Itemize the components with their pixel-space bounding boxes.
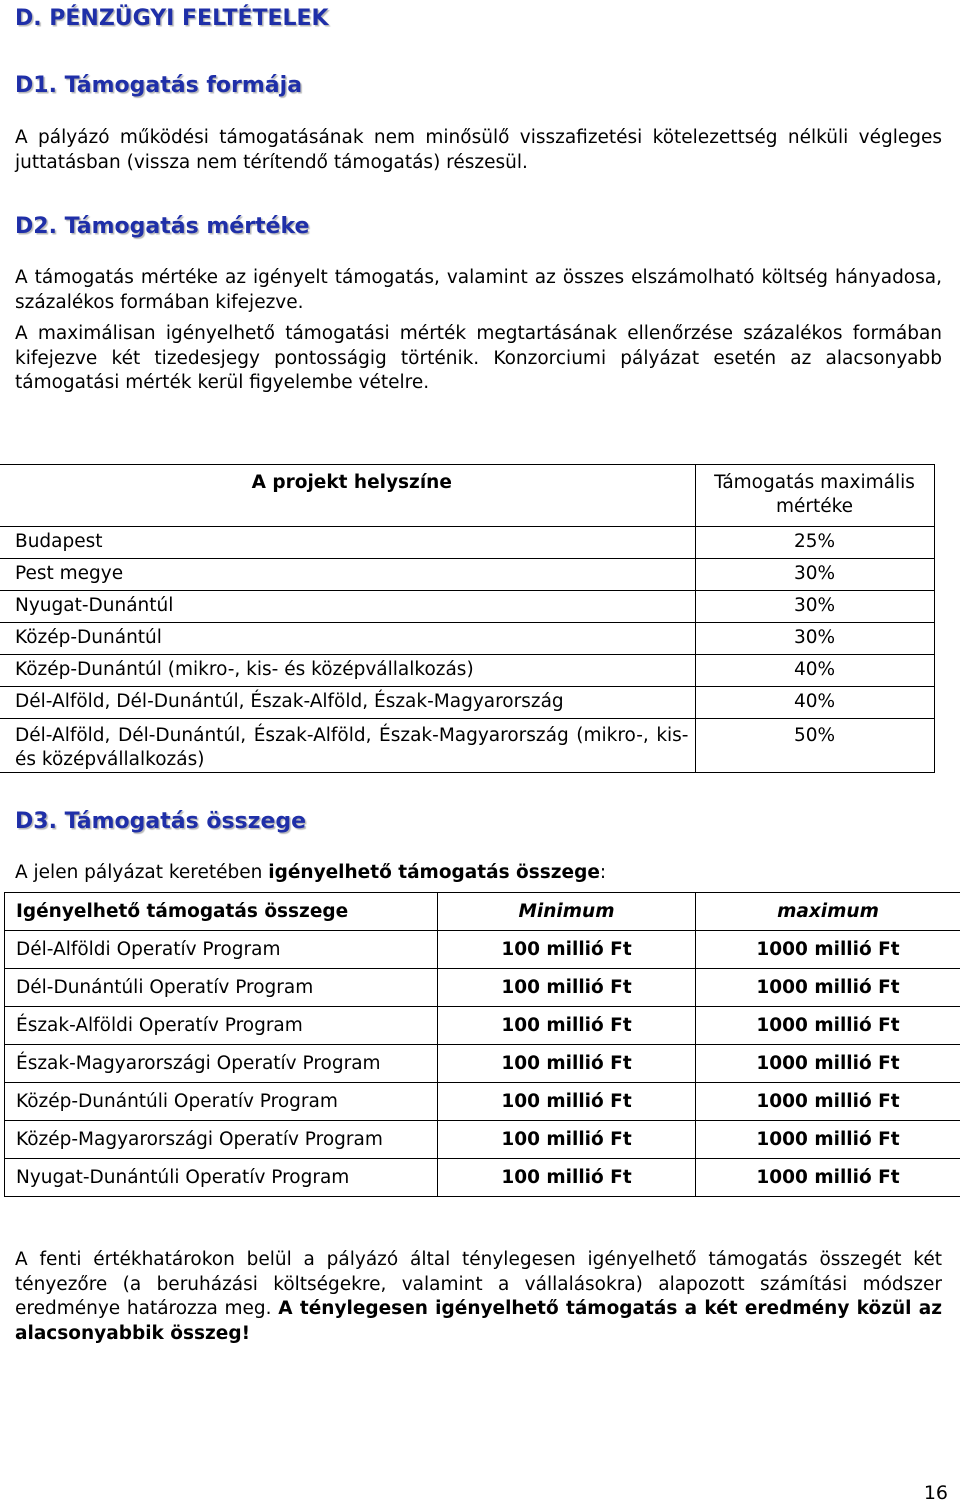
rate-value: 40%	[695, 655, 934, 687]
d3-intro-bold: igényelhető támogatás összege	[268, 862, 600, 883]
d3-intro-suffix: :	[600, 862, 606, 883]
rate-header-rate: Támogatás maximális mértéke	[695, 465, 934, 527]
program-name: Közép-Magyarországi Operatív Program	[5, 1121, 438, 1159]
rate-location: Budapest	[0, 527, 695, 559]
page-number: 16	[924, 1482, 948, 1504]
amount-max: 1000 millió Ft	[696, 1007, 960, 1045]
d3-closing-bold: A ténylegesen igényelhető támogatás a két eredmény közül az alacsonyabbik összeg!	[15, 1298, 942, 1344]
table-row	[0, 719, 934, 773]
d3-intro-prefix: A jelen pályázat keretében	[15, 862, 268, 883]
rate-location: Közép-Dunántúl	[0, 623, 695, 655]
amount-min: 100 millió Ft	[438, 1083, 696, 1121]
amount-min: 100 millió Ft	[438, 1007, 696, 1045]
table-row	[5, 1159, 960, 1197]
program-name: Nyugat-Dunántúli Operatív Program	[5, 1159, 438, 1197]
amount-min: 100 millió Ft	[438, 1121, 696, 1159]
rate-value: 30%	[695, 559, 934, 591]
amount-max: 1000 millió Ft	[696, 1121, 960, 1159]
amount-min: 100 millió Ft	[438, 1159, 696, 1197]
program-name: Észak-Alföldi Operatív Program	[5, 1007, 438, 1045]
amount-table-header	[5, 893, 960, 931]
table-row	[0, 591, 934, 623]
d3-heading: D3. Támogatás összege	[15, 809, 306, 834]
d3-closing-text: A fenti értékhatárokon belül a pályázó által ténylegesen igényelhető támogatás összegét két tényezőre (a beruházási költségekre, valamint a vállalásokra) alapozott számítási módszer eredménye határozza meg.	[15, 1249, 942, 1319]
rate-location: Dél-Alföld, Dél-Dunántúl, Észak-Alföld, Észak-Magyarország (mikro-, kis- és középvállalkozás)	[0, 719, 695, 773]
table-row	[0, 623, 934, 655]
d2-paragraph-1: A támogatás mértéke az igényelt támogatás, valamint az összes elszámolható költség hányadosa, százalékos formában kifejezve.	[15, 266, 942, 315]
amount-max: 1000 millió Ft	[696, 1083, 960, 1121]
rate-table-header	[0, 465, 934, 527]
program-name: Dél-Alföldi Operatív Program	[5, 931, 438, 969]
rate-header-location: A projekt helyszíne	[0, 465, 695, 527]
d3-intro	[15, 861, 942, 886]
amount-max: 1000 millió Ft	[696, 1159, 960, 1197]
section-title: D. PÉNZÜGYI FELTÉTELEK	[15, 6, 329, 31]
table-row	[0, 655, 934, 687]
rate-location: Nyugat-Dunántúl	[0, 591, 695, 623]
amount-min: 100 millió Ft	[438, 969, 696, 1007]
amount-min: 100 millió Ft	[438, 1045, 696, 1083]
amount-header-max: maximum	[696, 893, 960, 931]
program-name: Észak-Magyarországi Operatív Program	[5, 1045, 438, 1083]
d1-text: A pályázó működési támogatásának nem minősülő visszafizetési kötelezettség nélküli végleges juttatásban (vissza nem térítendő támogatás) részesül.	[15, 126, 942, 175]
rate-location: Közép-Dunántúl (mikro-, kis- és középvállalkozás)	[0, 655, 695, 687]
rate-location: Dél-Alföld, Dél-Dunántúl, Észak-Alföld, Észak-Magyarország	[0, 687, 695, 719]
d2-paragraph-2: A maximálisan igényelhető támogatási mérték megtartásának ellenőrzése százalékos formában kifejezve két tizedesjegy pontosságig történik. Konzorciumi pályázat esetén az alacsonyabb támogatási mérték kerül figyelembe vételre.	[15, 322, 942, 396]
amount-max: 1000 millió Ft	[696, 931, 960, 969]
amount-table	[4, 892, 960, 1197]
d1-heading: D1. Támogatás formája	[15, 73, 302, 98]
program-name: Dél-Dunántúli Operatív Program	[5, 969, 438, 1007]
table-row	[5, 1045, 960, 1083]
table-row	[0, 527, 934, 559]
program-name: Közép-Dunántúli Operatív Program	[5, 1083, 438, 1121]
rate-table	[0, 464, 935, 773]
table-row	[0, 559, 934, 591]
table-row	[5, 1083, 960, 1121]
rate-value: 25%	[695, 527, 934, 559]
rate-location: Pest megye	[0, 559, 695, 591]
amount-header-min: Minimum	[438, 893, 696, 931]
d3-closing	[15, 1248, 942, 1346]
table-row	[5, 1007, 960, 1045]
table-row	[5, 1121, 960, 1159]
amount-header-program: Igényelhető támogatás összege	[5, 893, 438, 931]
rate-value: 30%	[695, 623, 934, 655]
amount-max: 1000 millió Ft	[696, 1045, 960, 1083]
table-row	[5, 931, 960, 969]
rate-value: 40%	[695, 687, 934, 719]
table-row	[0, 687, 934, 719]
rate-value: 30%	[695, 591, 934, 623]
amount-min: 100 millió Ft	[438, 931, 696, 969]
rate-value: 50%	[695, 719, 934, 773]
table-row	[5, 969, 960, 1007]
d2-heading: D2. Támogatás mértéke	[15, 214, 309, 239]
amount-max: 1000 millió Ft	[696, 969, 960, 1007]
